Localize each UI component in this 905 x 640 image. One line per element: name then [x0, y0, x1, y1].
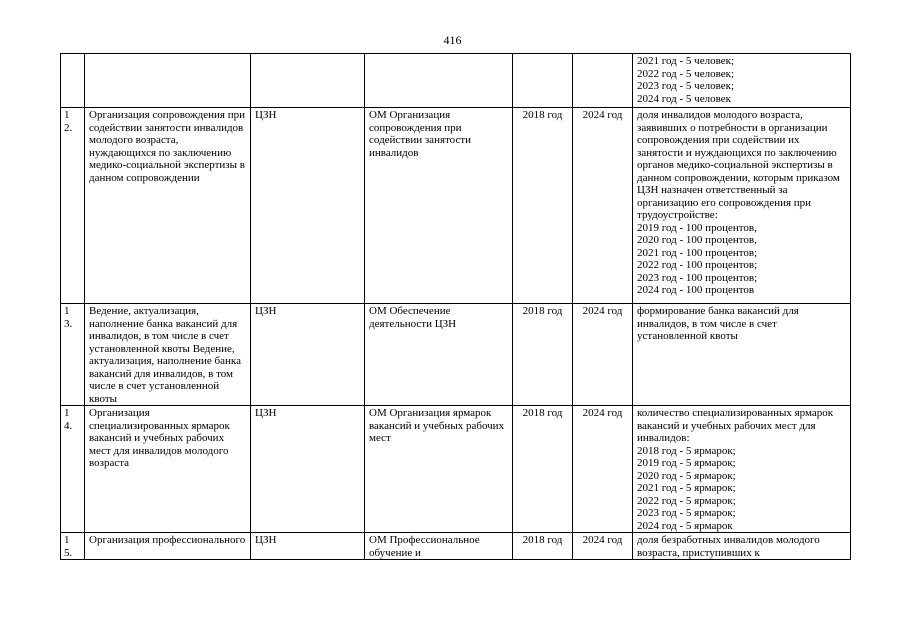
activity-cell: Организация сопровождения при содействии занятости инвалидов молодого возраста, нуждающихся по заключению медико-социальной экспертизы в данном сопровождении — [85, 108, 251, 304]
program-cell: ОМ Организация ярмарок вакансий и учебных рабочих мест — [365, 406, 513, 533]
start-year-cell: 2018 год — [513, 533, 573, 560]
executor-cell: ЦЗН — [251, 533, 365, 560]
activity-cell — [85, 54, 251, 108]
activity-cell: Организация профессионального — [85, 533, 251, 560]
row-number-cell: 1 4. — [61, 406, 85, 533]
measures-table — [60, 53, 851, 560]
end-year-cell: 2024 год — [573, 533, 633, 560]
program-cell: ОМ Организация сопровождения при содействии занятости инвалидов — [365, 108, 513, 304]
row-number-cell: 1 5. — [61, 533, 85, 560]
start-year-cell: 2018 год — [513, 406, 573, 533]
indicator-cell: доля инвалидов молодого возраста, заявивших о потребности в организации сопровождения при содействии их занятости и нуждающихся по заключению органов медико-социальной экспертизы в данном сопровождении, которым приказом ЦЗН назначен ответственный за организацию его сопровождения при трудоустройстве: 2019 год - 100 процентов, 2020 год - 100 процентов, 2021 год - 100 процентов; 2022 год - 100 процентов; 2023 год - 100 процентов; 2024 год - 100 процентов — [633, 108, 851, 304]
program-cell — [365, 54, 513, 108]
program-cell: ОМ Обеспечение деятельности ЦЗН — [365, 304, 513, 406]
executor-cell: ЦЗН — [251, 406, 365, 533]
end-year-cell: 2024 год — [573, 108, 633, 304]
executor-cell: ЦЗН — [251, 304, 365, 406]
indicator-cell: 2021 год - 5 человек; 2022 год - 5 человек; 2023 год - 5 человек; 2024 год - 5 человек — [633, 54, 851, 108]
indicator-cell: формирование банка вакансий для инвалидов, в том числе в счет установленной квоты — [633, 304, 851, 406]
row-number-cell — [61, 54, 85, 108]
start-year-cell: 2018 год — [513, 304, 573, 406]
row-number-cell: 1 3. — [61, 304, 85, 406]
table-row — [61, 304, 851, 406]
executor-cell: ЦЗН — [251, 108, 365, 304]
end-year-cell: 2024 год — [573, 406, 633, 533]
program-cell: ОМ Профессиональное обучение и — [365, 533, 513, 560]
start-year-cell: 2018 год — [513, 108, 573, 304]
table-row — [61, 533, 851, 560]
executor-cell — [251, 54, 365, 108]
indicator-cell: количество специализированных ярмарок вакансий и учебных рабочих мест для инвалидов: 2018 год - 5 ярмарок; 2019 год - 5 ярмарок; 2020 год - 5 ярмарок; 2021 год - 5 ярмарок; 2022 год - 5 ярмарок; 2023 год - 5 ярмарок; 2024 год - 5 ярмарок — [633, 406, 851, 533]
table-row — [61, 108, 851, 304]
page-number: 416 — [443, 33, 462, 47]
activity-cell: Ведение, актуализация, наполнение банка вакансий для инвалидов, в том числе в счет установленной квоты Ведение, актуализация, наполнение банка вакансий для инвалидов, в том числе в счет установленной квоты — [85, 304, 251, 406]
end-year-cell — [573, 54, 633, 108]
row-number-cell: 1 2. — [61, 108, 85, 304]
table-row — [61, 54, 851, 108]
activity-cell: Организация специализированных ярмарок вакансий и учебных рабочих мест для инвалидов молодого возраста — [85, 406, 251, 533]
table-row — [61, 406, 851, 533]
end-year-cell: 2024 год — [573, 304, 633, 406]
indicator-cell: доля безработных инвалидов молодого возраста, приступивших к — [633, 533, 851, 560]
start-year-cell — [513, 54, 573, 108]
